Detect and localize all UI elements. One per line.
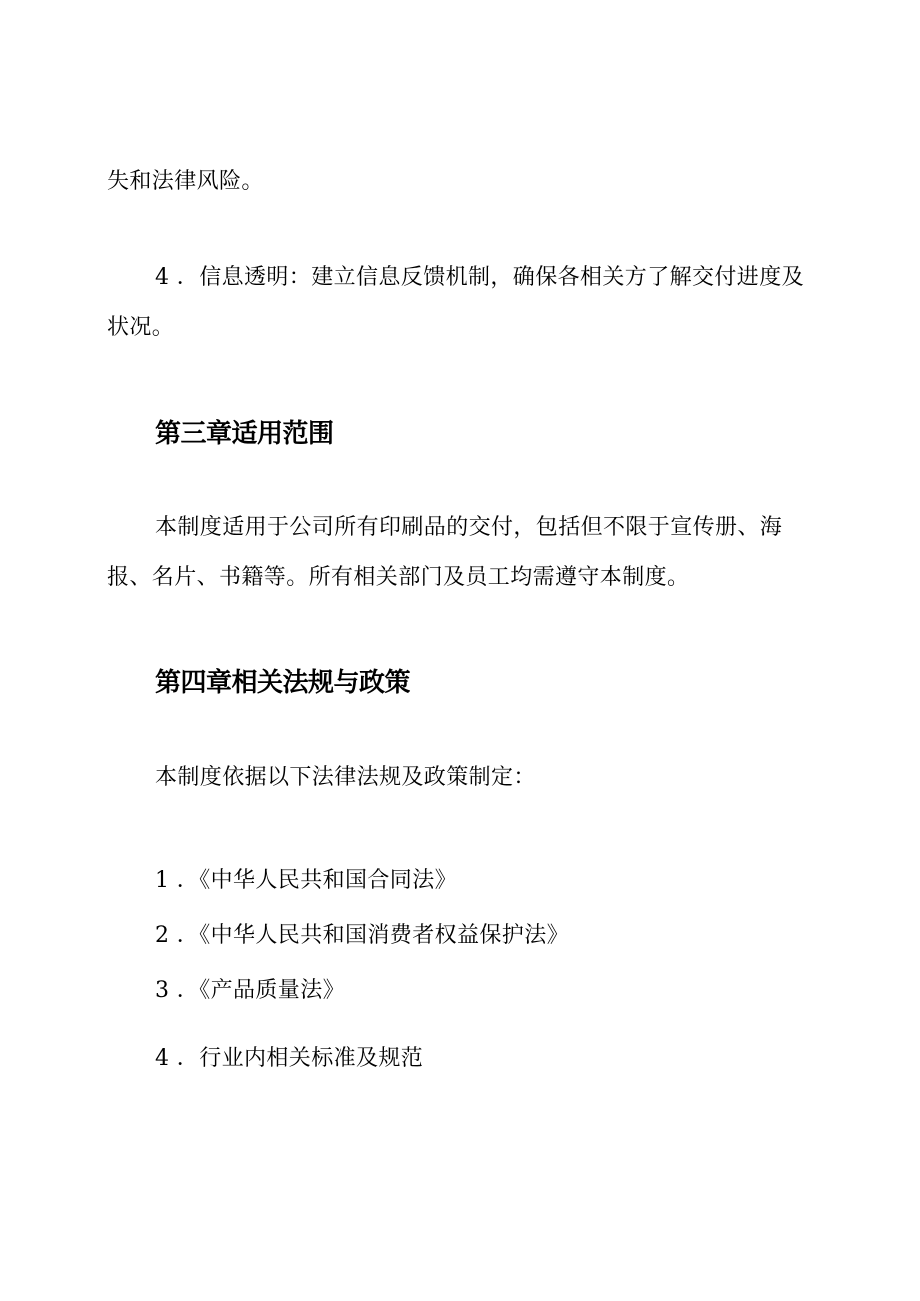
principle-4-line-1: 4 ．信息透明：建立信息反馈机制，确保各相关方了解交付进度及 (155, 265, 804, 290)
law-list-item: 3 ．《产品质量法》 (155, 978, 345, 1003)
chapter-4-intro: 本制度依据以下法律法规及政策制定： (155, 765, 536, 790)
law-list-item: 4 ．行业内相关标准及规范 (155, 1046, 424, 1071)
chapter-3-heading: 第三章适用范围 (155, 419, 334, 449)
law-list-item: 2 ．《中华人民共和国消费者权益保护法》 (155, 923, 569, 948)
principle-4-line-2: 状况。 (107, 315, 175, 340)
chapter-3-paragraph-line-2: 报、名片、书籍等。所有相关部门及员工均需遵守本制度。 (107, 565, 690, 590)
chapter-4-heading: 第四章相关法规与政策 (155, 668, 411, 698)
chapter-3-paragraph-line-1: 本制度适用于公司所有印刷品的交付，包括但不限于宣传册、海 (155, 515, 783, 540)
continuation-text: 失和法律风险。 (107, 169, 264, 194)
law-list-item: 1 ．《中华人民共和国合同法》 (155, 868, 457, 893)
